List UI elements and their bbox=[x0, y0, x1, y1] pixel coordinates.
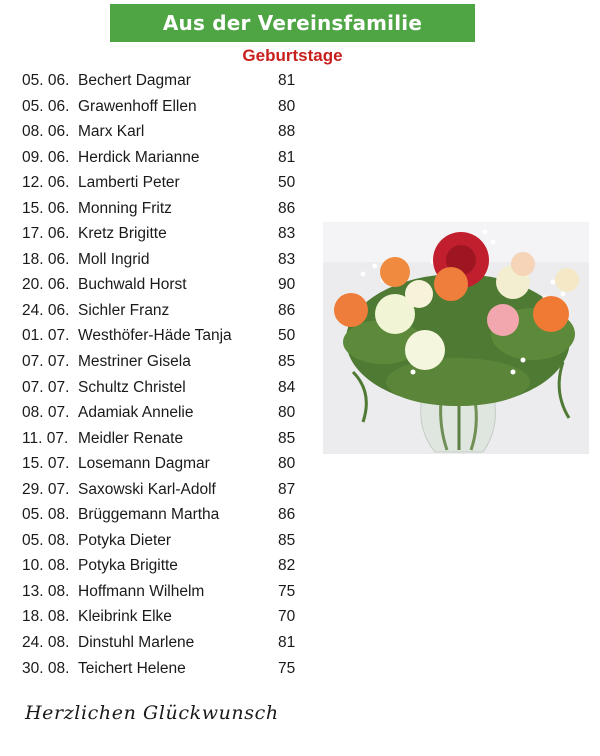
birthday-name: Potyka Brigitte bbox=[78, 557, 178, 575]
birthday-age: 80 bbox=[278, 455, 296, 473]
birthday-row bbox=[22, 196, 312, 222]
birthday-age: 70 bbox=[278, 608, 296, 626]
birthday-row bbox=[22, 604, 312, 630]
birthday-date: 09. 06. bbox=[22, 148, 70, 166]
birthday-name: Potyka Dieter bbox=[78, 531, 172, 549]
birthday-name: Kleibrink Elke bbox=[78, 608, 172, 626]
birthday-age: 87 bbox=[278, 480, 296, 498]
birthday-date: 07. 07. bbox=[22, 378, 70, 396]
birthday-name: Moll Ingrid bbox=[78, 250, 150, 268]
birthday-row bbox=[22, 502, 312, 528]
birthday-age: 85 bbox=[278, 429, 296, 447]
birthday-row bbox=[22, 94, 312, 120]
birthday-name: Sichler Franz bbox=[78, 301, 170, 319]
birthday-date: 08. 06. bbox=[22, 123, 70, 141]
birthday-name: Brüggemann Martha bbox=[78, 506, 220, 524]
birthday-row bbox=[22, 400, 312, 426]
birthday-row bbox=[22, 375, 312, 401]
birthday-name: Mestriner Gisela bbox=[78, 353, 191, 371]
birthday-date: 01. 07. bbox=[22, 327, 70, 345]
birthday-age: 86 bbox=[278, 506, 296, 524]
birthday-name: Buchwald Horst bbox=[78, 276, 187, 294]
birthday-age: 86 bbox=[278, 301, 296, 319]
birthday-name: Dinstuhl Marlene bbox=[78, 634, 195, 652]
birthday-name: Teichert Helene bbox=[78, 659, 186, 677]
birthday-name: Grawenhoff Ellen bbox=[78, 97, 197, 115]
birthday-date: 05. 08. bbox=[22, 531, 70, 549]
birthday-name: Adamiak Annelie bbox=[78, 404, 194, 422]
page-title: Aus der Vereinsfamilie bbox=[162, 11, 423, 35]
birthday-date: 05. 06. bbox=[22, 97, 70, 115]
birthday-name: Bechert Dagmar bbox=[78, 72, 191, 89]
birthday-age: 85 bbox=[278, 353, 296, 371]
birthday-row bbox=[22, 68, 312, 94]
birthday-age: 75 bbox=[278, 582, 296, 600]
birthday-row bbox=[22, 656, 312, 682]
birthday-date: 07. 07. bbox=[22, 353, 70, 371]
birthday-name: Kretz Brigitte bbox=[78, 225, 167, 243]
birthday-name: Hoffmann Wilhelm bbox=[78, 582, 205, 600]
birthday-age: 84 bbox=[278, 378, 296, 396]
birthday-name: Monning Fritz bbox=[78, 199, 172, 217]
section-subtitle: Geburtstage bbox=[242, 46, 343, 65]
greeting-text: Herzlichen Glückwunsch bbox=[25, 702, 279, 724]
birthday-row bbox=[22, 170, 312, 196]
birthday-date: 11. 07. bbox=[22, 429, 69, 447]
birthday-row bbox=[22, 247, 312, 273]
birthday-name: Westhöfer-Häde Tanja bbox=[78, 327, 232, 345]
birthday-age: 85 bbox=[278, 531, 296, 549]
birthday-date: 08. 07. bbox=[22, 404, 70, 422]
birthday-age: 83 bbox=[278, 225, 296, 243]
flower-bouquet-image bbox=[323, 222, 589, 454]
birthday-age: 80 bbox=[278, 404, 296, 422]
birthday-name: Marx Karl bbox=[78, 123, 145, 141]
birthday-row bbox=[22, 579, 312, 605]
birthday-name: Lamberti Peter bbox=[78, 174, 180, 192]
birthday-date: 13. 08. bbox=[22, 582, 70, 600]
birthday-age: 82 bbox=[278, 557, 296, 575]
birthday-row bbox=[22, 221, 312, 247]
birthday-date: 12. 06. bbox=[22, 174, 70, 192]
birthday-date: 15. 06. bbox=[22, 199, 70, 217]
birthday-date: 29. 07. bbox=[22, 480, 70, 498]
flower-bouquet-icon bbox=[323, 222, 589, 454]
birthday-row bbox=[22, 119, 312, 145]
birthday-age: 75 bbox=[278, 659, 296, 677]
birthday-row bbox=[22, 451, 312, 477]
birthday-list bbox=[22, 68, 312, 681]
birthday-age: 81 bbox=[278, 634, 296, 652]
birthday-date: 20. 06. bbox=[22, 276, 70, 294]
birthday-age: 88 bbox=[278, 123, 296, 141]
birthday-date: 18. 06. bbox=[22, 250, 70, 268]
birthday-date: 05. 08. bbox=[22, 506, 70, 524]
birthday-date: 15. 07. bbox=[22, 455, 70, 473]
birthday-age: 86 bbox=[278, 199, 296, 217]
birthday-age: 80 bbox=[278, 97, 296, 115]
birthday-name: Schultz Christel bbox=[78, 378, 186, 396]
birthday-row bbox=[22, 477, 312, 503]
birthday-date: 18. 08. bbox=[22, 608, 70, 626]
birthday-row bbox=[22, 528, 312, 554]
birthday-name: Herdick Marianne bbox=[78, 148, 200, 166]
birthday-date: 17. 06. bbox=[22, 225, 70, 243]
birthday-date: 24. 06. bbox=[22, 301, 70, 319]
birthday-name: Meidler Renate bbox=[78, 429, 184, 447]
birthday-row bbox=[22, 553, 312, 579]
birthday-name: Losemann Dagmar bbox=[78, 455, 210, 473]
birthday-age: 50 bbox=[278, 327, 296, 345]
birthday-row bbox=[22, 323, 312, 349]
birthday-date: 05. 06. bbox=[22, 72, 70, 89]
birthday-row bbox=[22, 145, 312, 171]
birthday-age: 90 bbox=[278, 276, 296, 294]
birthday-age: 50 bbox=[278, 174, 296, 192]
birthday-row bbox=[22, 272, 312, 298]
birthday-row bbox=[22, 426, 312, 452]
birthday-row bbox=[22, 298, 312, 324]
birthday-age: 83 bbox=[278, 250, 296, 268]
birthday-date: 10. 08. bbox=[22, 557, 70, 575]
birthday-age: 81 bbox=[278, 148, 296, 166]
birthday-date: 24. 08. bbox=[22, 634, 70, 652]
section-banner bbox=[110, 4, 475, 42]
birthday-row bbox=[22, 630, 312, 656]
birthday-name: Saxowski Karl-Adolf bbox=[78, 480, 216, 498]
birthday-age: 81 bbox=[278, 72, 296, 89]
birthday-date: 30. 08. bbox=[22, 659, 70, 677]
birthday-row bbox=[22, 349, 312, 375]
